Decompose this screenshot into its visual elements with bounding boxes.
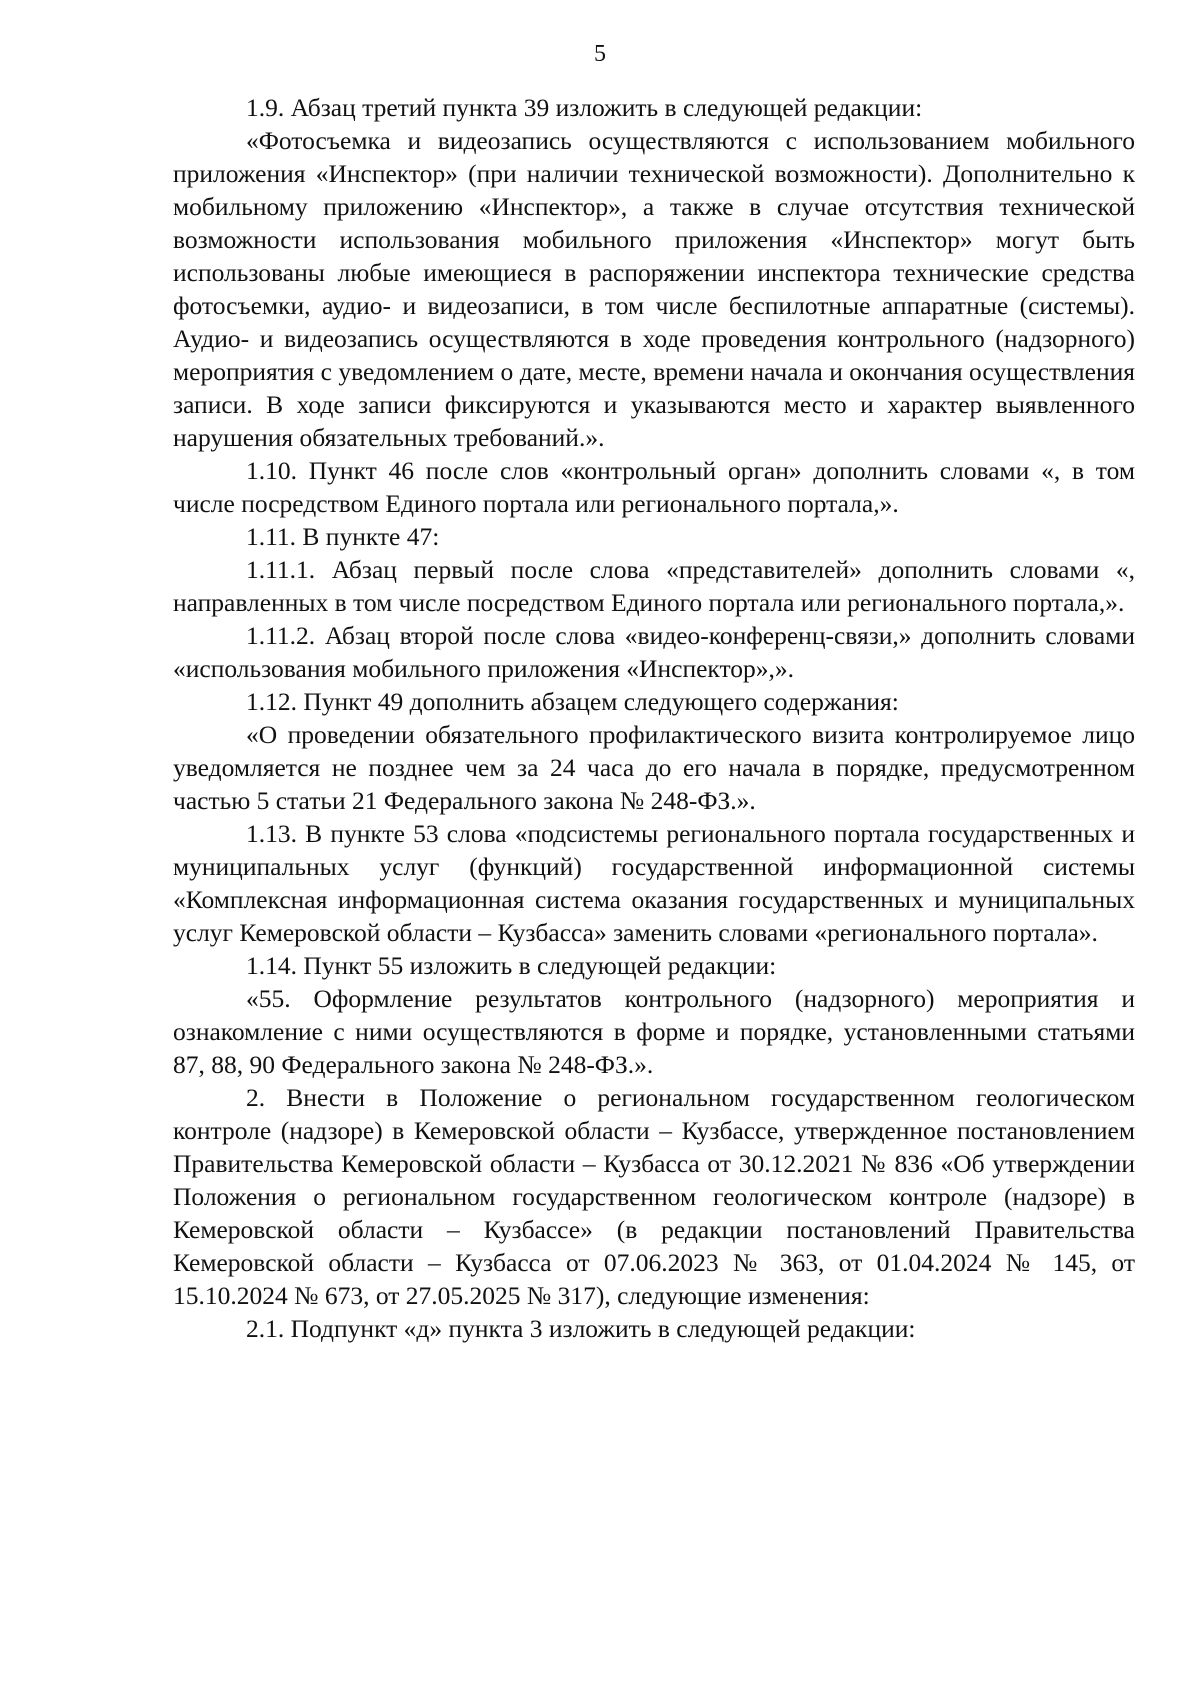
paragraph-1-9-quote: «Фотосъемка и видеозапись осуществляются с использованием мобильного приложения «Инспектор» (при наличии технической возможности). Дополнительно к мобильному приложению «Инспектор», а также в случае отсутствия технической возможности использования мобильного приложения «Инспектор» могут быть использованы любые имеющиеся в распоряжении инспектора технические средства фотосъемки, аудио- и видеозаписи, в том числе беспилотные аппаратные (системы). Аудио- и видеозапись осуществляются в ходе проведения контрольного (надзорного) мероприятия с уведомлением о дате, месте, времени начала и окончания осуществления записи. В ходе записи фиксируются и указываются место и характер выявленного нарушения обязательных требований.».: [173, 126, 1135, 452]
paragraph-1-9: 1.9. Абзац третий пункта 39 изложить в следующей редакции:: [246, 93, 923, 122]
page-number: 5: [594, 41, 606, 67]
document-body: [173, 91, 1135, 1345]
paragraph-1-14-quote: «55. Оформление результатов контрольного (надзорного) мероприятия и ознакомление с ними осуществляются в форме и порядке, установленными статьями 87, 88, 90 Федерального закона № 248-ФЗ.».: [173, 984, 1135, 1079]
paragraph-1-11: 1.11. В пункте 47:: [246, 522, 440, 551]
paragraph-2: 2. Внести в Положение о региональном государственном геологическом контроле (надзоре) в Кемеровской области – Кузбассе, утвержденное постановлением Правительства Кемеровской области – Кузбасса от 30.12.2021 № 836 «Об утверждении Положения о региональном государственном геологическом контроле (надзоре) в Кемеровской области – Кузбассе» (в редакции постановлений Правительства Кемеровской области – Кузбасса от 07.06.2023 № 363, от 01.04.2024 № 145, от 15.10.2024 № 673, от 27.05.2025 № 317), следующие изменения:: [173, 1083, 1135, 1310]
paragraph-1-12-quote: «О проведении обязательного профилактического визита контролируемое лицо уведомляется не позднее чем за 24 часа до его начала в порядке, предусмотренном частью 5 статьи 21 Федерального закона № 248-ФЗ.».: [173, 720, 1135, 815]
paragraph-1-10: 1.10. Пункт 46 после слов «контрольный орган» дополнить словами «, в том числе посредством Единого портала или регионального портала,».: [173, 456, 1135, 518]
paragraph-1-13: 1.13. В пункте 53 слова «подсистемы регионального портала государственных и муниципальных услуг (функций) государственной информационной системы «Комплексная информационная система оказания государственных и муниципальных услуг Кемеровской области – Кузбасса» заменить словами «регионального портала».: [173, 819, 1135, 947]
paragraph-1-11-1: 1.11.1. Абзац первый после слова «представителей» дополнить словами «, направленных в том числе посредством Единого портала или регионального портала,».: [173, 555, 1135, 617]
paragraph-1-14: 1.14. Пункт 55 изложить в следующей редакции:: [246, 951, 777, 980]
paragraph-1-11-2: 1.11.2. Абзац второй после слова «видео-конференц-связи,» дополнить словами «использования мобильного приложения «Инспектор»,».: [173, 621, 1135, 683]
paragraph-1-12: 1.12. Пункт 49 дополнить абзацем следующего содержания:: [246, 687, 899, 716]
paragraph-2-1: 2.1. Подпункт «д» пункта 3 изложить в следующей редакции:: [246, 1314, 916, 1343]
